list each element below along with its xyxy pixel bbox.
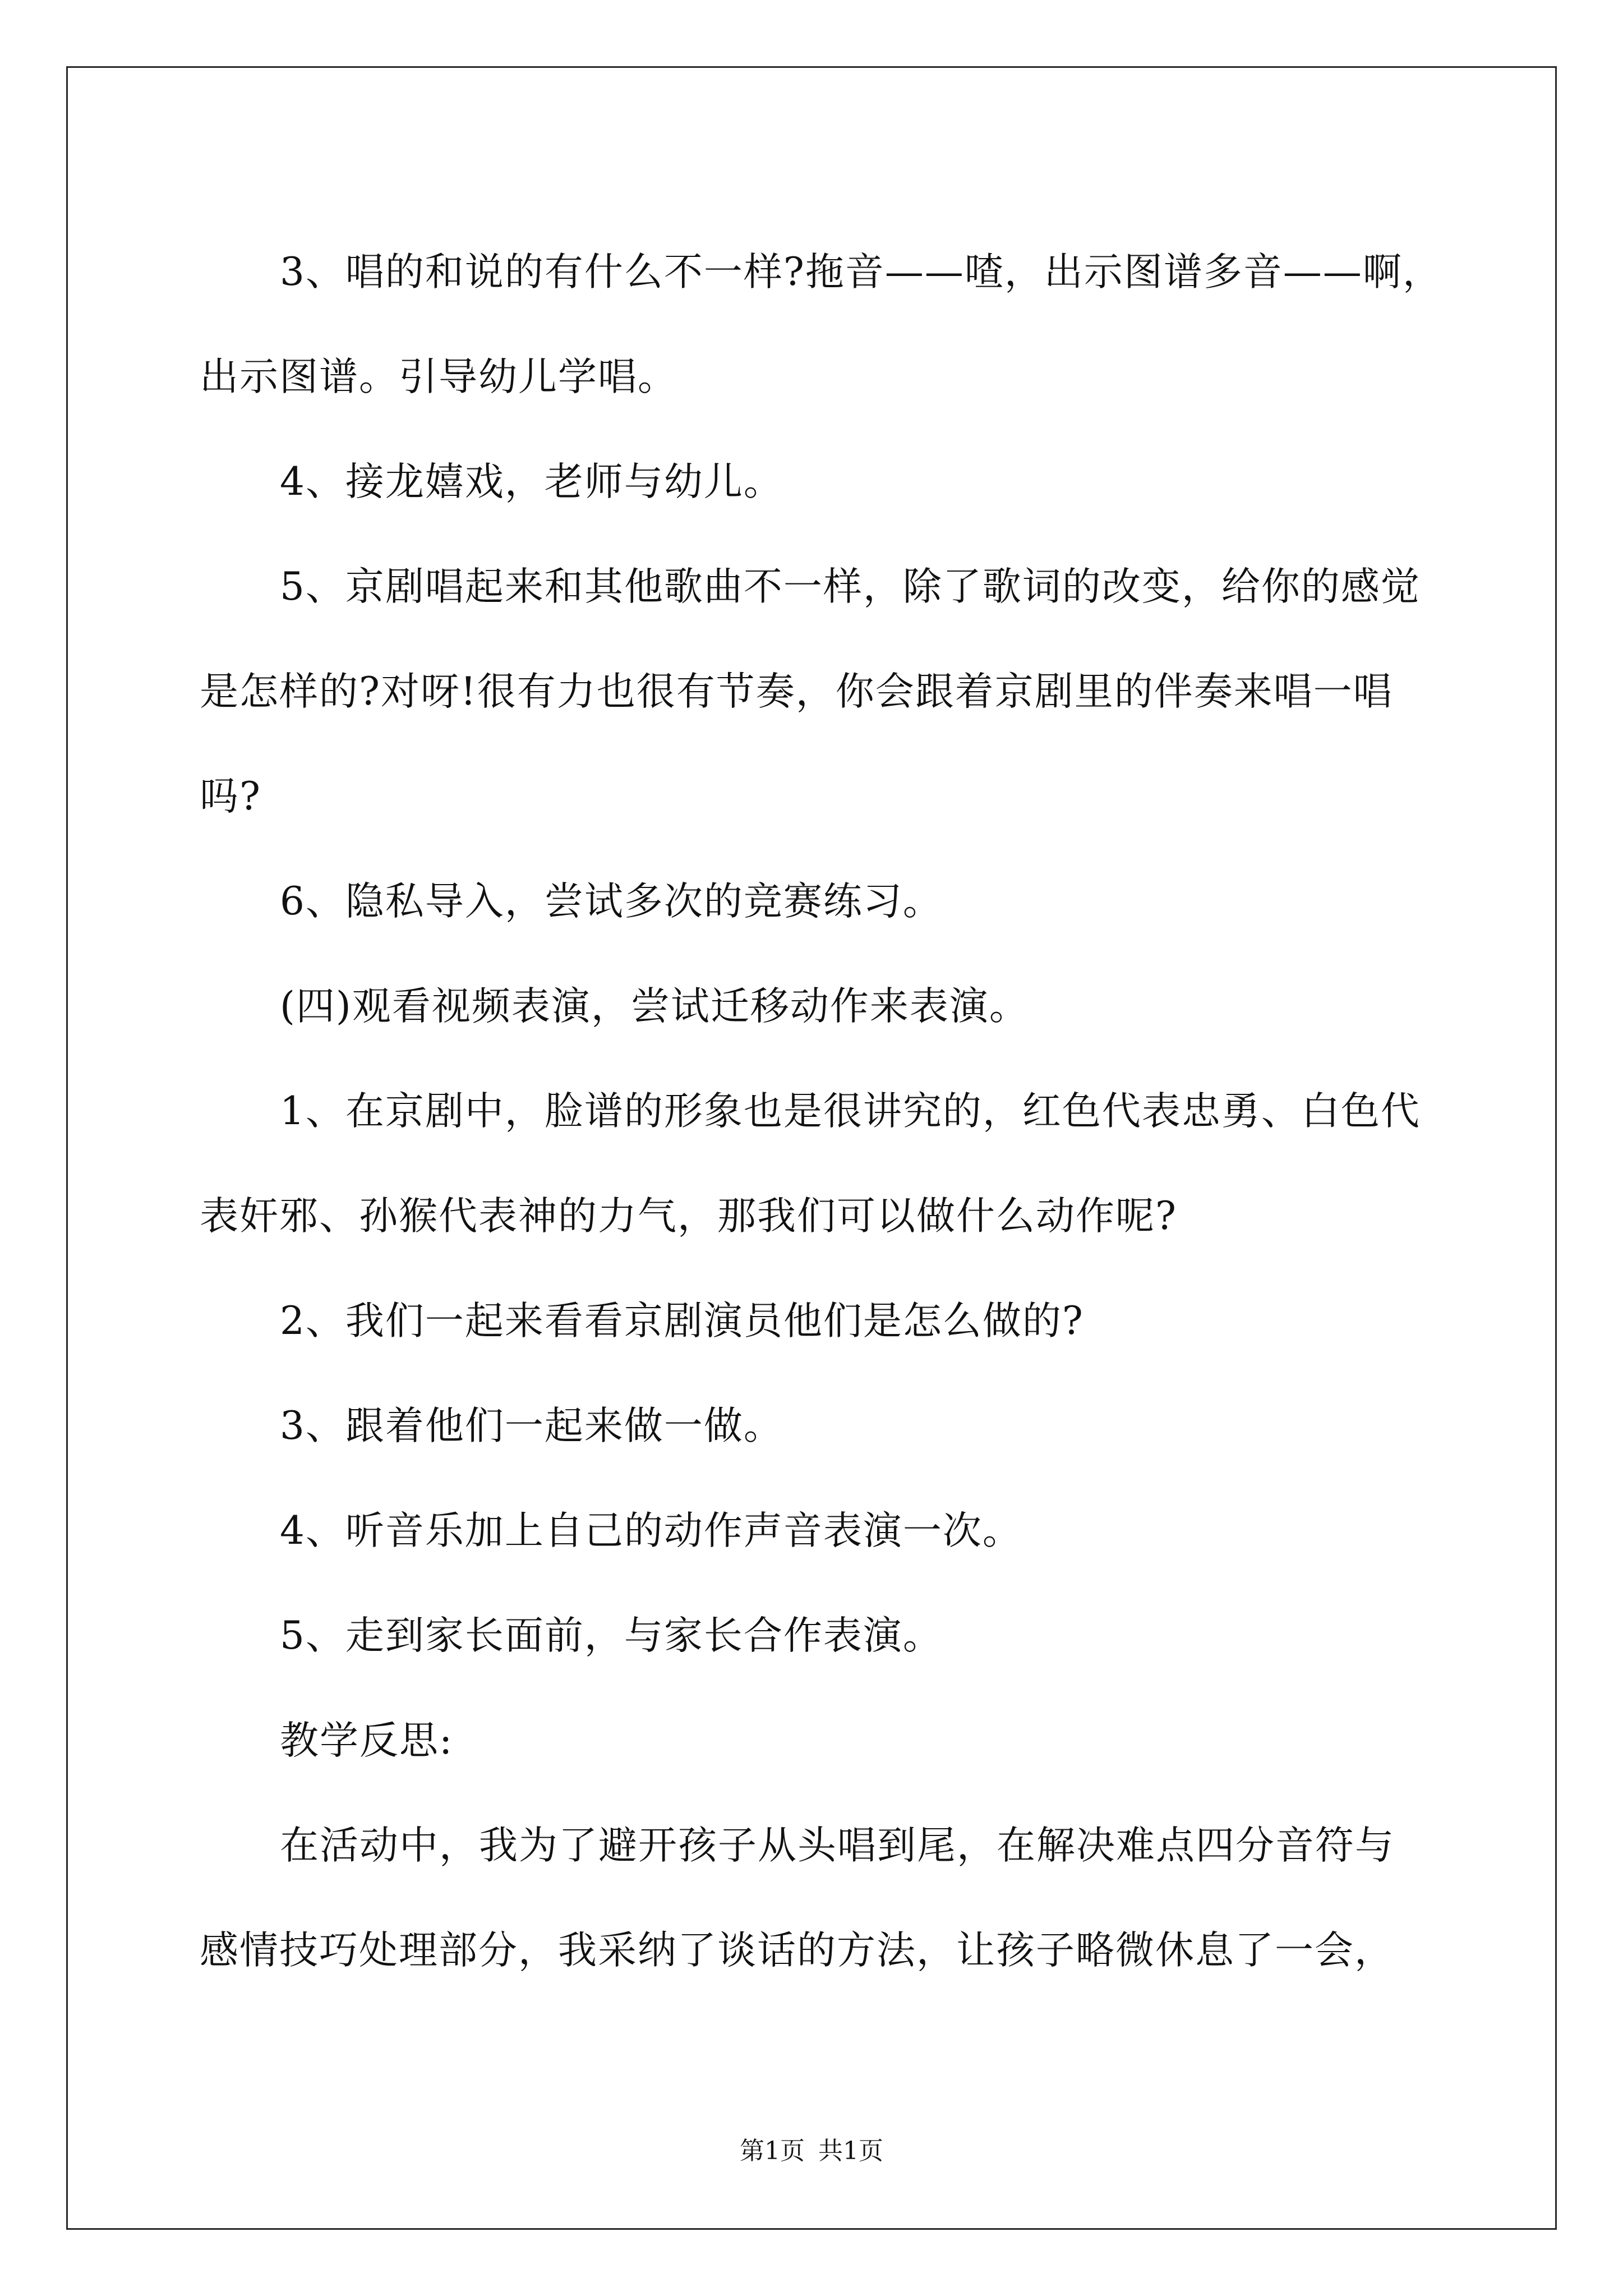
page-footer	[0, 2134, 1623, 2168]
text-line: 3、唱的和说的有什么不一样?拖音——喳，出示图谱多音——啊，	[280, 250, 1442, 295]
text-line: 吗?	[200, 774, 261, 819]
text-line: 表奸邪、孙猴代表神的力气，那我们可以做什么动作呢?	[200, 1194, 1177, 1239]
text-line: 在活动中，我为了避开孩子从头唱到尾，在解决难点四分音符与	[280, 1823, 1395, 1868]
text-line: 2、我们一起来看看京剧演员他们是怎么做的?	[280, 1299, 1084, 1343]
text-line: 5、走到家长面前，与家长合作表演。	[280, 1613, 943, 1658]
text-line: 出示图谱。引导幼儿学唱。	[200, 355, 677, 399]
page-number: 第1页	[740, 2137, 805, 2165]
document-body	[200, 220, 1442, 2003]
page-total: 共1页	[818, 2137, 883, 2165]
section-heading: 教学反思:	[280, 1718, 454, 1763]
section-heading: (四)观看视频表演，尝试迁移动作来表演。	[280, 984, 1029, 1029]
text-line: 1、在京剧中，脸谱的形象也是很讲究的，红色代表忠勇、白色代	[280, 1089, 1421, 1134]
text-line: 4、听音乐加上自己的动作声音表演一次。	[280, 1508, 1022, 1553]
text-line: 是怎样的?对呀!很有力也很有节奏，你会跟着京剧里的伴奏来唱一唱	[200, 669, 1393, 714]
text-line: 3、跟着他们一起来做一做。	[280, 1404, 783, 1448]
text-line: 6、隐私导入，尝试多次的竞赛练习。	[280, 879, 943, 924]
text-line: 5、京剧唱起来和其他歌曲不一样，除了歌词的改变，给你的感觉	[280, 564, 1421, 609]
text-line: 4、接龙嬉戏，老师与幼儿。	[280, 459, 783, 504]
text-line: 感情技巧处理部分，我采纳了谈话的方法，让孩子略微休息了一会，	[200, 1928, 1394, 1973]
